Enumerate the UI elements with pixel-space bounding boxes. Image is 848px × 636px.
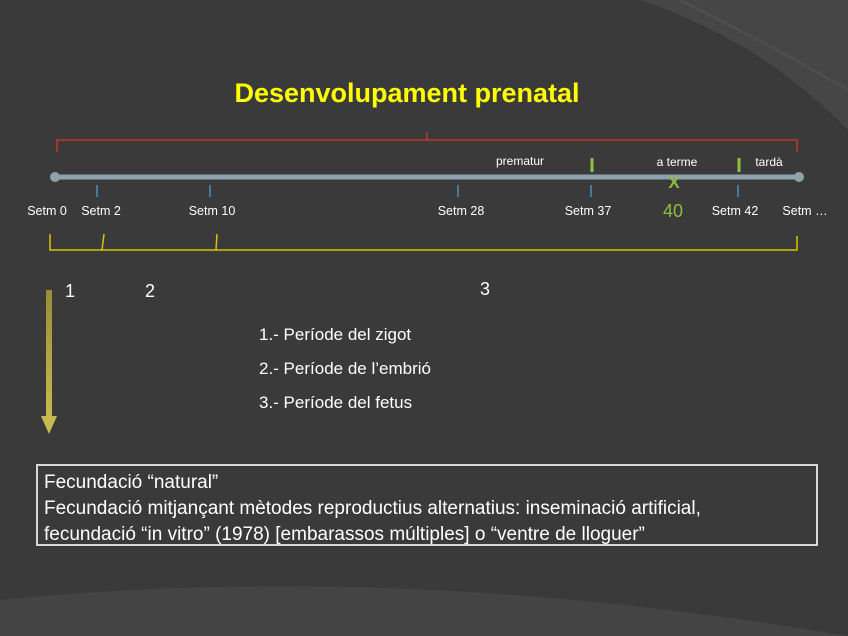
period-item-zygote: 1.- Període del zigot <box>259 325 412 344</box>
term-week-number: 40 <box>662 201 684 221</box>
period-number-1: 1 <box>64 281 76 301</box>
week-label-2: Setm 2 <box>81 204 121 218</box>
period-number-2: 2 <box>144 281 156 301</box>
info-line-in-vitro: fecundació “in vitro” (1978) [embarassos múltiples] o “ventre de lloguer” <box>44 524 645 545</box>
fertilization-info-box <box>36 464 818 546</box>
down-arrow-icon <box>41 290 57 434</box>
week-label-0: Setm 0 <box>27 204 67 218</box>
timeline-end-dot <box>794 172 804 182</box>
period-bracket-1 <box>50 234 104 250</box>
info-line-alternative: Fecundació mitjançant mètodes reproductius alternatius: inseminació artificial, <box>44 498 701 519</box>
week-label-10: Setm 10 <box>188 204 236 218</box>
period-bracket-2 <box>102 234 217 250</box>
page-title: Desenvolupament prenatal <box>234 78 580 108</box>
info-line-natural: Fecundació “natural” <box>44 472 219 493</box>
period-item-embryo: 2.- Període de l’embrió <box>259 359 431 378</box>
premature-label: prematur <box>495 154 545 168</box>
week-label-28: Setm 28 <box>437 204 485 218</box>
week-label-37: Setm 37 <box>564 204 612 218</box>
period-number-3: 3 <box>479 279 491 299</box>
late-label: tardà <box>755 155 783 169</box>
period-list <box>259 322 431 424</box>
period-item-fetus: 3.- Període del fetus <box>259 393 413 412</box>
term-x-marker: X <box>668 173 680 192</box>
week-label-42: Setm 42 <box>711 204 759 218</box>
week-label-end: Setm … <box>782 204 828 218</box>
full-span-bracket <box>57 132 797 152</box>
timeline-start-dot <box>50 172 60 182</box>
term-label: a terme <box>656 155 698 169</box>
period-bracket-3 <box>216 236 797 250</box>
